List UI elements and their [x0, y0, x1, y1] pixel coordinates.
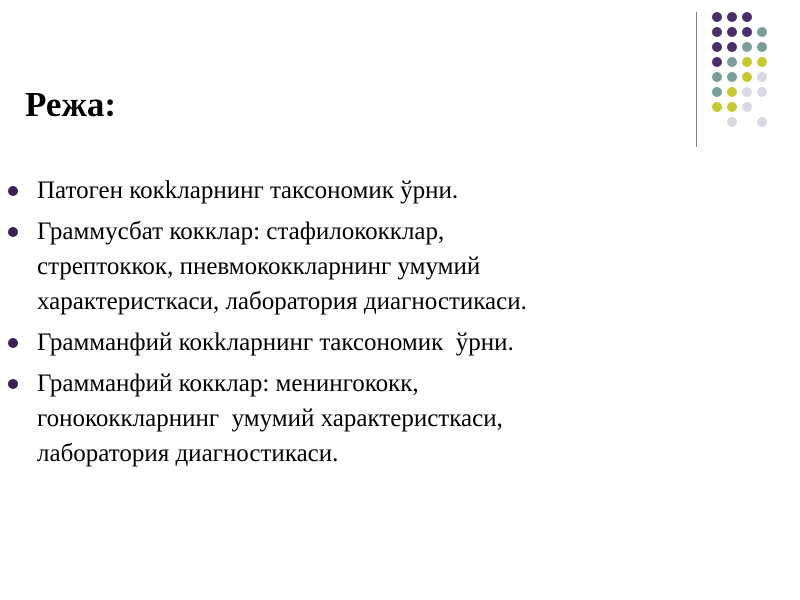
bullet-item: [0, 173, 800, 208]
decorative-dot: [727, 87, 737, 97]
bullet-marker: [8, 338, 18, 348]
decorative-dot: [727, 117, 737, 127]
bullet-marker: [8, 186, 18, 196]
bullet-marker: [8, 379, 18, 389]
slide-title: Режа:: [25, 85, 116, 124]
bullet-line: Патоген кокkларнинг тaксономик ўрни.: [37, 177, 459, 204]
decorative-dot: [712, 87, 722, 97]
decorative-dot: [712, 27, 722, 37]
bullet-marker: [8, 227, 18, 237]
decorative-dot: [742, 87, 752, 97]
decorative-dot: [757, 117, 767, 127]
decorative-dot: [712, 42, 722, 52]
decorative-dot: [727, 12, 737, 22]
decorative-dot: [742, 72, 752, 82]
bullet-line: лаборатория диагностикаси.: [37, 440, 339, 467]
bullet-line: Граммусбат кокклар: стафилококклар,: [37, 218, 445, 245]
decorative-dot-grid: [712, 12, 782, 132]
decorative-dot: [757, 42, 767, 52]
decorative-dot: [742, 27, 752, 37]
decorative-dot: [712, 12, 722, 22]
decorative-dot: [742, 57, 752, 67]
decorative-dot: [727, 72, 737, 82]
vertical-divider: [696, 12, 697, 147]
decorative-dot: [757, 57, 767, 67]
decorative-dot: [712, 102, 722, 112]
decorative-dot: [742, 12, 752, 22]
decorative-dot: [757, 27, 767, 37]
bullet-line: Грамманфий кокклар: менингококк,: [37, 370, 419, 397]
decorative-dot: [742, 102, 752, 112]
bullet-line: характеристкаси, лаборатория диагностикаси.: [37, 288, 527, 315]
decorative-dot: [727, 102, 737, 112]
bullet-list: [0, 173, 800, 477]
bullet-line: гонококкларнинг умумий характеристкаси,: [37, 405, 503, 432]
decorative-dot: [727, 42, 737, 52]
decorative-dot: [712, 72, 722, 82]
bullet-item: [0, 325, 800, 360]
bullet-line: стрептоккок, пневмококкларнинг умумий: [37, 253, 481, 280]
decorative-dot: [757, 87, 767, 97]
decorative-dot: [712, 57, 722, 67]
decorative-dot: [727, 57, 737, 67]
bullet-line: Грамманфий кокkларнинг тaксономик ўрни.: [37, 329, 514, 356]
decorative-dot: [727, 27, 737, 37]
decorative-dot: [757, 72, 767, 82]
bullet-item: [0, 366, 800, 471]
bullet-item: [0, 214, 800, 319]
decorative-dot: [742, 42, 752, 52]
